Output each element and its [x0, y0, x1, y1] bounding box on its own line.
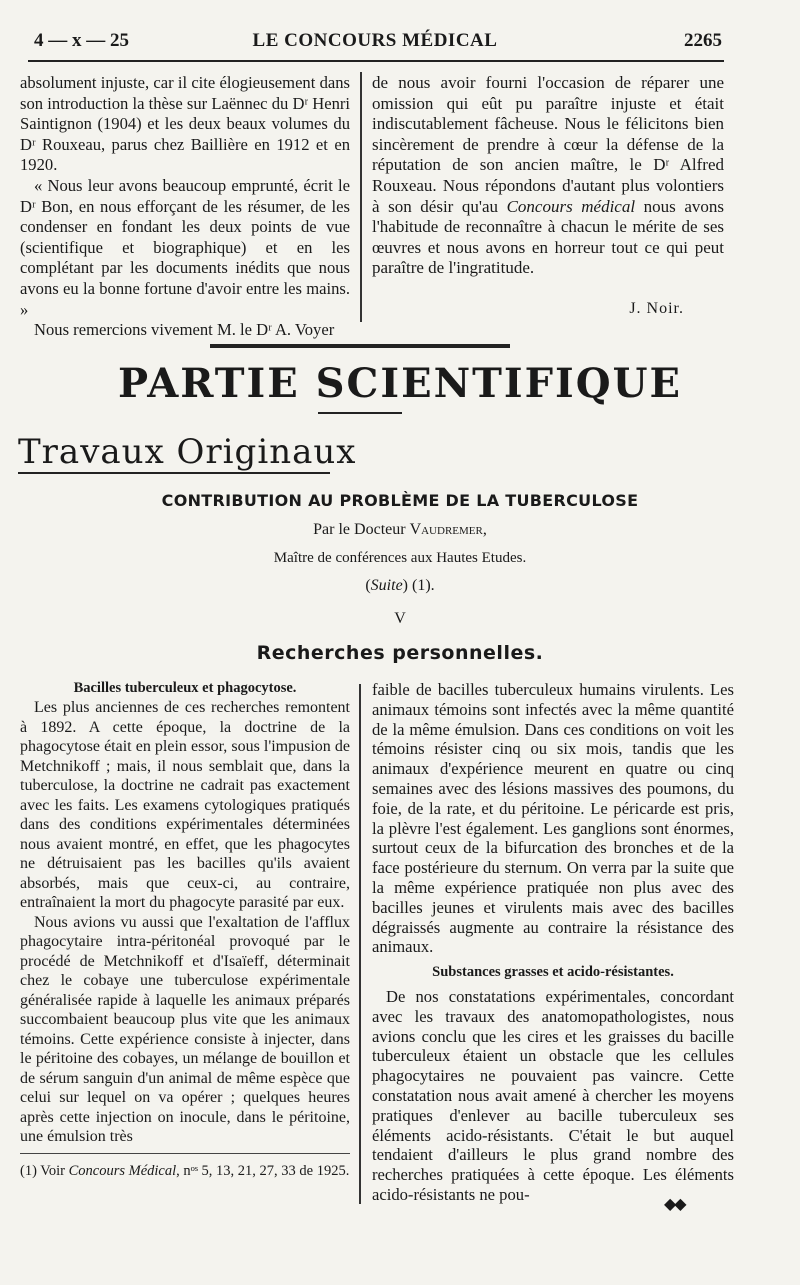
affiliation: Maître de conférences aux Hautes Etudes.	[273, 550, 527, 566]
chapter-heading: Recherches personnelles.	[256, 642, 544, 664]
top-right-column	[372, 73, 724, 279]
section-title: Travaux Originaux	[18, 432, 357, 472]
footnote-rule	[20, 1153, 350, 1154]
part-rule	[318, 412, 402, 414]
header-rule	[28, 60, 724, 62]
section-rule	[210, 344, 510, 348]
paragraph: Les plus anciennes de ces recherches remontent à 1892. A cette époque, la doctrine de la phagocytose était en plein essor, sous l'impusion de Metchnikoff ; mais, il nous semblait que, dans la tuberculose, la doctrine ne cadrait pas exactement avec les faits. Les examens cytologiques pratiqués dans des conditions expérimentales déterminées nous avaient montré, en effet, que les phagocytes ne détruisaient pas les bacilles qu'ils avaient absorbés, mais que ceux-ci, au contraire, entraînaient la mort du phagocyte parasité par eux.	[20, 699, 350, 911]
article-title: CONTRIBUTION AU PROBLÈME DE LA TUBERCULOSE	[161, 491, 639, 510]
author-name: Vaudremer,	[409, 521, 487, 538]
byline: Par le Docteur Vaudremer,	[313, 521, 487, 538]
continuation-note: (Suite) (1).	[365, 577, 435, 594]
journal-name-italic: Concours médical	[506, 196, 636, 216]
journal-title: LE CONCOURS MÉDICAL	[252, 30, 498, 51]
paragraph: « Nous leur avons beaucoup emprunté, écrit le Dʳ Bon, en nous efforçant de les résumer, de les condenser en fondant les deux points de vue (scientifique et biographique) et en les complétant par les documents inédits que nous avons eu la bonne fortune d'avoir entre les mains. »	[20, 175, 350, 319]
subheading: Bacilles tuberculeux et phagocytose.	[73, 680, 297, 696]
column-divider	[360, 72, 362, 322]
paragraph: Nous remercions vivement M. le Dʳ A. Voyer	[34, 320, 335, 340]
paragraph: absolument injuste, car il cite élogieusement dans son introduction la thèse sur Laënnec du Dʳ Henri Saintignon (1904) et les deux beaux volumes du Dʳ Rouxeau, parus chez Baillière en 1912 et en 1920.	[20, 73, 350, 175]
paragraph: de nous avoir fourni l'occasion de réparer une omission qui eût pu paraître injuste et était indiscutablement fâcheuse. Nous le félicitons bien sincèrement de prendre à cœur la défense de la réputation de son ancien maître, le Dʳ Alfred Rouxeau. Nous répondons d'autant plus volontiers à son désir qu'au Concours médical nous avons l'habitude de reconnaître à chacun le mérite de ses œuvres et nous avons en horreur tout ce qui peut paraître de l'ingratitude.	[372, 73, 724, 278]
column-divider	[359, 684, 361, 1204]
chapter-number: V	[394, 610, 406, 627]
running-head	[28, 30, 722, 58]
paragraph: faible de bacilles tuberculeux humains virulents. Les animaux témoins sont infectés avec la même quantité de la même émulsion. Dans ces conditions on voit les témoins résister cinq ou six mois, tandis que les animaux d'expérience meurent en quatre ou cinq semaines avec des lésions massives des poumons, du foie, de la rate, et du péritoine. Le péricarde est pris, la plèvre l'est également. Les ganglions sont énormes, surtout ceux de la bifurcation des bronches et de la face postérieure du sternum. On verra par la suite que la même expérience pratiquée non plus avec des bacilles jeunes et virulents mais avec des bacilles dégraissés augmente au contraire la résistance des animaux.	[372, 680, 734, 957]
signature: J. Noir.	[629, 300, 684, 317]
continuation-mark: ◆◆	[664, 1196, 685, 1213]
page-number: 2265	[684, 30, 722, 51]
part-heading: PARTIE SCIENTIFIQUE	[118, 360, 682, 407]
footnote: (1) Voir Concours Médical, nᵒˢ 5, 13, 21, 27, 33 de 1925.	[20, 1163, 350, 1179]
bottom-left-column	[20, 698, 350, 1147]
paragraph: Nous avions vu aussi que l'exaltation de l'afflux phagocytaire intra-péritonéal provoqué par le procédé de Metchnikoff et d'Isaïeff, déterminait chez le cobaye une tuberculose expérimentale généralisée rapide à laquelle les animaux préparés succombaient beaucoup plus vite que les animaux témoins. Cette expérience consiste à injecter, dans le péritoine des cobayes, un mélange de bouillon et de sérum sanguin d'un animal de même espèce que celui sur lequel on va opérer ; quelques heures après cette injection on inocule, dans le péritoine, une émulsion très	[20, 913, 350, 1145]
issue-date: 4 — x — 25	[34, 30, 129, 51]
top-left-column	[20, 73, 350, 341]
section-underline	[18, 472, 330, 474]
bottom-right-column	[372, 680, 734, 1205]
paragraph: De nos constatations expérimentales, concordant avec les travaux des anatomopathologistes, nous avions conclu que les cires et les graisses du bacille tuberculeux étaient un obstacle que les cellules phagocytaires ne pouvaient pas vaincre. Cette constatation nous avait amené à chercher les moyens pratiques d'enlever au bacille tuberculeux ses éléments acido-résistants. C'était le but auquel tendaient d'ailleurs le plus grand nombre des recherches pratiquées à cette époque. Les éléments acido-résistants ne pou-	[372, 986, 734, 1204]
subheading: Substances grasses et acido-résistantes.	[432, 964, 674, 981]
